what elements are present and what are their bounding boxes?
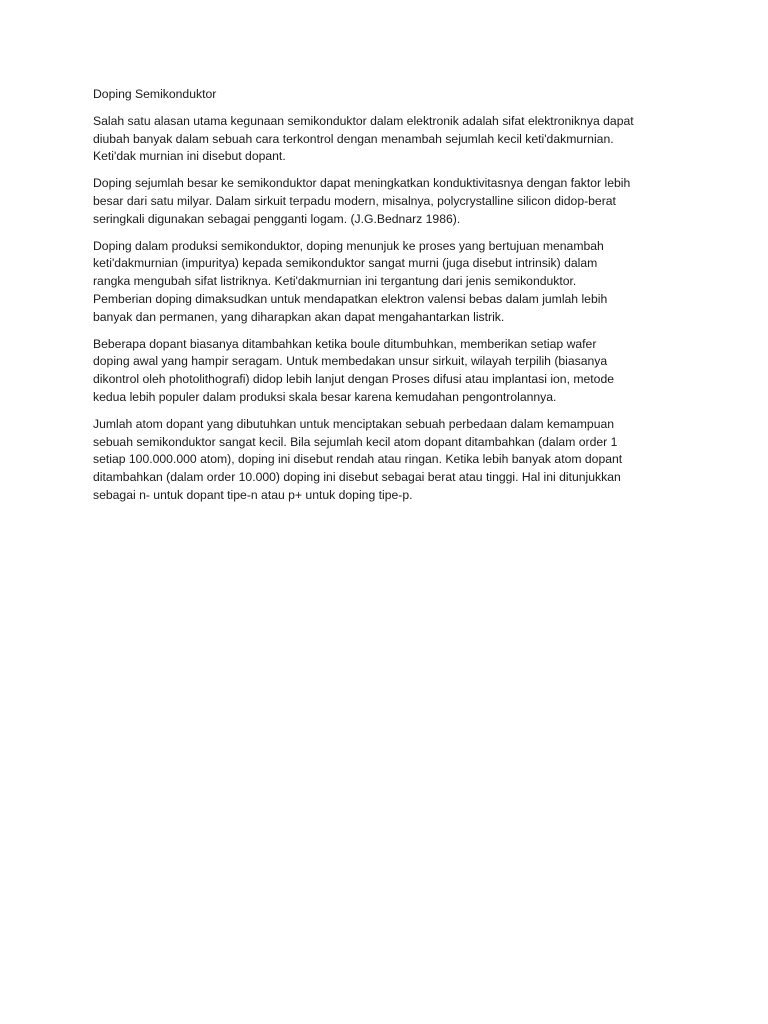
paragraph-2 [93, 175, 683, 228]
paragraph-line: Keti'dak murnian ini disebut dopant. [93, 149, 286, 164]
paragraph-line: sebuah semikonduktor sangat kecil. Bila sejumlah kecil atom dopant ditambahkan (dalam order 1 [93, 434, 618, 449]
paragraph-line: Doping dalam produksi semikonduktor, doping menunjuk ke proses yang bertujuan menambah [93, 238, 604, 253]
paragraph-line: seringkali digunakan sebagai pengganti logam. (J.G.Bednarz 1986). [93, 211, 461, 226]
document-body [93, 86, 683, 514]
document-title: Doping Semikonduktor [93, 87, 217, 101]
paragraph-line: rangka mengubah sifat listriknya. Keti'dakmurnian ini tergantung dari jenis semikonduktor. [93, 274, 577, 289]
paragraph-line: Jumlah atom dopant yang dibutuhkan untuk menciptakan sebuah perbedaan dalam kemampuan [93, 416, 615, 431]
paragraph-line: keti'dakmurnian (impuritya) kepada semikonduktor sangat murni (juga disebut intrinsik) dalam [93, 256, 598, 271]
paragraph-line: besar dari satu milyar. Dalam sirkuit terpadu modern, misalnya, polycrystalline silicon didop-berat [93, 193, 616, 208]
paragraph-line: doping awal yang hampir seragam. Untuk membedakan unsur sirkuit, wilayah terpilih (biasanya [93, 354, 608, 369]
paragraph-1 [93, 113, 683, 166]
paragraph-line: setiap 100.000.000 atom), doping ini disebut rendah atau ringan. Ketika lebih banyak atom dopant [93, 452, 623, 467]
paragraph-line: dikontrol oleh photolithografi) didop lebih lanjut dengan Proses difusi atau implantasi ion, metode [93, 372, 615, 387]
paragraph-5 [93, 416, 683, 505]
paragraph-line: Salah satu alasan utama kegunaan semikonduktor dalam elektronik adalah sifat elektroniknya dapat [93, 113, 634, 128]
paragraph-line: banyak dan permanen, yang diharapkan akan dapat mengahantarkan listrik. [93, 309, 505, 324]
paragraph-line: sebagai n- untuk dopant tipe-n atau p+ untuk doping tipe-p. [93, 487, 413, 502]
paragraph-line: kedua lebih populer dalam produksi skala besar karena kemudahan pengontrolannya. [93, 389, 557, 404]
paragraph-line: Pemberian doping dimaksudkan untuk mendapatkan elektron valensi bebas dalam jumlah lebih [93, 291, 608, 306]
paragraph-line: diubah banyak dalam sebuah cara terkontrol dengan menambah sejumlah kecil keti'dakmurnian. [93, 131, 614, 146]
paragraph-line: ditambahkan (dalam order 10.000) doping ini disebut sebagai berat atau tinggi. Hal ini ditunjukkan [93, 470, 621, 485]
paragraph-line: Doping sejumlah besar ke semikonduktor dapat meningkatkan konduktivitasnya dengan faktor lebih [93, 176, 631, 191]
paragraph-line: Beberapa dopant biasanya ditambahkan ketika boule ditumbuhkan, memberikan setiap wafer [93, 336, 597, 351]
paragraph-3 [93, 238, 683, 327]
paragraph-4 [93, 336, 683, 407]
